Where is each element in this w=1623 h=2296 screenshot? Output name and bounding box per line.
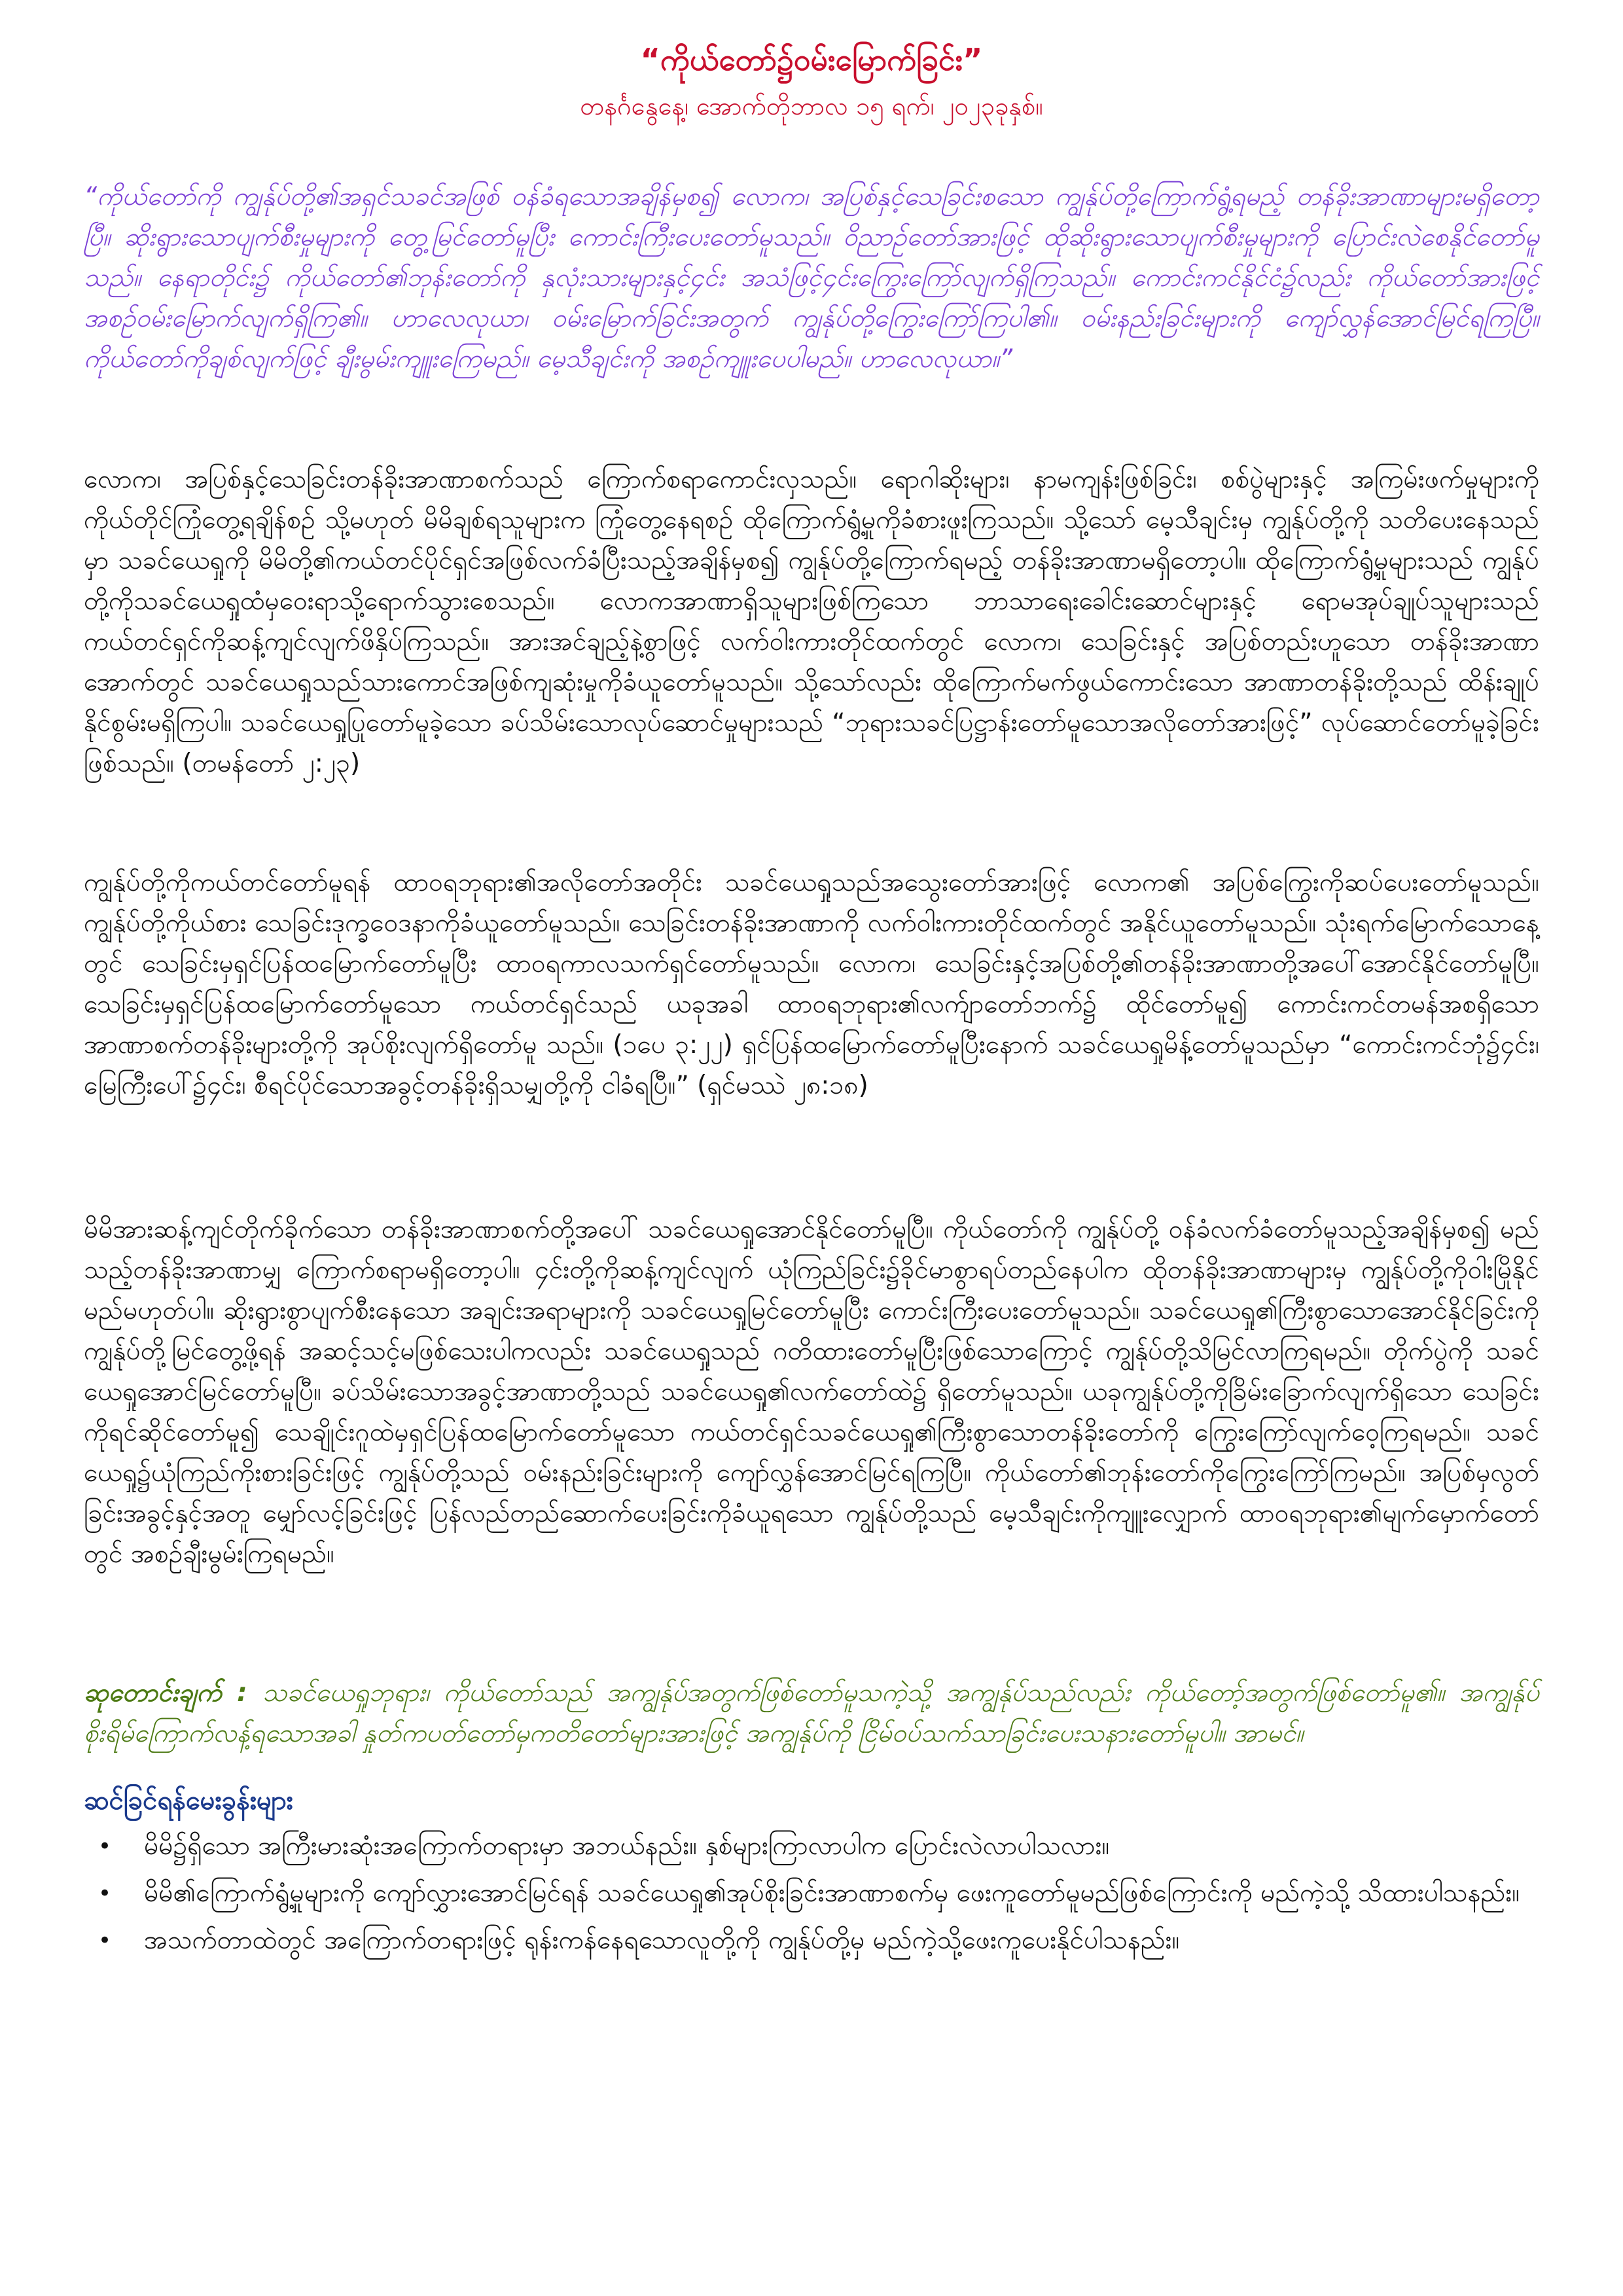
- summary-label: ဆုတောင်းချက်: [84, 1678, 222, 1708]
- questions-list: [84, 1826, 1539, 1967]
- question-item-1: [84, 1826, 1539, 1867]
- summary-text: သခင်ယေရှုဘုရား၊ ကိုယ်တော်သည် အကျွန်ုပ်အတွက်ဖြစ်တော်မူသကဲ့သို့ အကျွန်ုပ်သည်လည်း ကိုယ်တော့်အတွက်ဖြစ်တော်မူ၏။ အကျွန်ုပ်စိုးရိမ်ကြောက်လန့်ရသောအခါ နှုတ်ကပတ်တော်မှကတိတော်များအားဖြင့် အကျွန်ုပ်ကို ငြိမ်ဝပ်သက်သာခြင်းပေးသနားတော်မူပါ။ အာမင်။: [84, 1678, 1539, 1748]
- body-paragraph-2: ကျွန်ုပ်တို့ကိုကယ်တင်တော်မူရန် ထာဝရဘုရား၏အလိုတော်အတိုင်း သခင်ယေရှုသည်အသွေးတော်အားဖြင့် လောက၏ အပြစ်ကြွေးကိုဆပ်ပေးတော်မူသည်။ ကျွန်ုပ်တို့ကိုယ်စား သေခြင်းဒုက္ခဝေဒနာကိုခံယူတော်မူသည်။ သေခြင်းတန်ခိုးအာဏာကို လက်ဝါးကားတိုင်ထက်တွင် အနိုင်ယူတော်မူသည်။ သုံးရက်မြောက်သောနေ့တွင် သေခြင်းမှရှင်ပြန်ထမြောက်တော်မူပြီး ထာဝရကာလသက်ရှင်တော်မူသည်။ လောက၊ သေခြင်းနှင့်အပြစ်တို့၏တန်ခိုးအာဏာတို့အပေါ်အောင်နိုင်တော်မူပြီ။ သေခြင်းမှရှင်ပြန်ထမြောက်တော်မူသော ကယ်တင်ရှင်သည် ယခုအခါ ထာဝရဘုရား၏လက်ျာတော်ဘက်၌ ထိုင်တော်မူ၍ ကောင်းကင်တမန်အစရှိသော အာဏာစက်တန်ခိုးများတို့ကို အုပ်စိုးလျက်ရှိတော်မူ သည်။ (၁ပေ ၃:၂၂) ရှင်ပြန်ထမြောက်တော်မူပြီးနောက် သခင်ယေရှုမိန့်တော်မူသည်မှာ “ကောင်းကင်ဘုံ၌၄င်း၊ မြေကြီးပေါ်၌၄င်း၊ စီရင်ပိုင်သောအခွင့်တန်ခိုးရှိသမျှတို့ကို ငါခံရပြီ။” (ရှင်မဿဲ ၂၈:၁၈): [84, 868, 1539, 1100]
- summary-prayer: [84, 1673, 1539, 1754]
- question-text: အသက်တာထဲတွင် အကြောက်တရားဖြင့် ရုန်းကန်နေရသောလူတို့ကို ကျွန်ုပ်တို့မှ မည်ကဲ့သို့ဖေးကူပေးနိုင်ပါသနည်း။: [144, 1926, 1180, 1955]
- question-item-2: [84, 1873, 1539, 1914]
- page-date: တနင်္ဂနွေနေ့၊ အောက်တိုဘာလ ၁၅ ရက်၊ ၂၀၂၃ခုနှစ်။: [580, 92, 1043, 120]
- body-paragraph-1: လောက၊ အပြစ်နှင့်သေခြင်းတန်ခိုးအာဏာစက်သည် ကြောက်စရာကောင်းလှသည်။ ရောဂါဆိုးများ၊ နာမကျန်းဖြစ်ခြင်း၊ စစ်ပွဲများနှင့် အကြမ်းဖက်မှုများကို ကိုယ်တိုင်ကြုံတွေ့ရချိန်စဉ် သို့မဟုတ် မိမိချစ်ရသူများက ကြုံတွေ့နေရစဉ် ထိုကြောက်ရွံ့မှုကိုခံစားဖူးကြသည်။ သို့သော် မေ့သီချင်းမှ ကျွန်ုပ်တို့ကို သတိပေးနေသည်မှာ သခင်ယေရှုကို မိမိတို့၏ကယ်တင်ပိုင်ရှင်အဖြစ်လက်ခံပြီးသည့်အချိန်မှစ၍ ကျွန်ုပ်တို့ကြောက်ရမည့် တန်ခိုးအာဏာမရှိတော့ပါ။ ထိုကြောက်ရွံ့မှုများသည် ကျွန်ုပ်တို့ကိုသခင်ယေရှုထံမှဝေးရာသို့ရောက်သွားစေသည်။ လောကအာဏာရှိသူများဖြစ်ကြသော ဘာသာရေးခေါင်းဆောင်များနှင့် ရောမအုပ်ချုပ်သူများသည် ကယ်တင်ရှင်ကိုဆန့်ကျင်လျက်ဖိနှိပ်ကြသည်။ အားအင်ချည့်နဲ့စွာဖြင့် လက်ဝါးကားတိုင်ထက်တွင် လောက၊ သေခြင်းနှင့် အပြစ်တည်းဟူသော တန်ခိုးအာဏာအောက်တွင် သခင်ယေရှုသည်သားကောင်အဖြစ်ကျဆုံးမှုကိုခံယူတော်မူသည်။ သို့သော်လည်း ထိုကြောက်မက်ဖွယ်ကောင်းသော အာဏာတန်ခိုးတို့သည် ထိန်းချုပ်နိုင်စွမ်းမရှိကြပါ။ သခင်ယေရှုပြုတော်မူခဲ့သော ခပ်သိမ်းသောလုပ်ဆောင်မှုများသည် “ဘုရားသခင်ပြဋ္ဌာန်းတော်မူသောအလိုတော်အားဖြင့်” လုပ်ဆောင်တော်မူခဲ့ခြင်းဖြစ်သည်။ (တမန်တော် ၂:၂၃): [84, 465, 1539, 778]
- question-text: မိမိ၏ကြောက်ရွံ့မှုများကို ကျော်လွှားအောင်မြင်ရန် သခင်ယေရှု၏အုပ်စိုးခြင်းအာဏာစက်မှ ဖေးကူတော်မူမည်ဖြစ်ကြောင်းကို မည်ကဲ့သို့ သိထားပါသနည်း။: [144, 1878, 1520, 1908]
- question-text: မိမိ၌ရှိသော အကြီးမားဆုံးအကြောက်တရားမှာ အဘယ်နည်း။ နှစ်များကြာလာပါက ပြောင်းလဲလာပါသလား။: [144, 1831, 1110, 1861]
- bullet-icon: •: [98, 1880, 112, 1907]
- bullet-icon: •: [98, 1833, 112, 1859]
- questions-heading: ဆင်ခြင်ရန်မေးခွန်းများ: [84, 1785, 293, 1816]
- summary-colon: :: [221, 1678, 262, 1708]
- bullet-icon: •: [98, 1928, 112, 1954]
- question-item-3: [84, 1920, 1539, 1961]
- intro-prayer: “ကိုယ်တော်ကို ကျွန်ုပ်တို့၏အရှင်သခင်အဖြစ် ဝန်ခံရသောအချိန်မှစ၍ လောက၊ အပြစ်နှင့်သေခြင်းစသော ကျွန်ုပ်တို့ကြောက်ရွံ့ရမည့် တန်ခိုးအာဏာများမရှိတော့ပြီ။ ဆိုးရွားသောပျက်စီးမှုများကို တွေ့မြင်တော်မူပြီး ကောင်းကြီးပေးတော်မူသည်။ ဝိညာဉ်တော်အားဖြင့် ထိုဆိုးရွားသောပျက်စီးမှုများကို ပြောင်းလဲစေနိုင်တော်မူသည်။ နေရာတိုင်း၌ ကိုယ်တော်၏ဘုန်းတော်ကို နှလုံးသားများနှင့်၄င်း အသံဖြင့်၄င်းကြွေးကြော်လျက်ရှိကြသည်။ ကောင်းကင်နိုင်ငံ၌လည်း ကိုယ်တော်အားဖြင့် အစဉ်ဝမ်းမြောက်လျက်ရှိကြ၏။ ဟာလေလုယာ၊ ဝမ်းမြောက်ခြင်းအတွက် ကျွန်ုပ်တို့ကြွေးကြော်ကြပါ၏။ ဝမ်းနည်းခြင်းများကို ကျော်လွှန်အောင်မြင်ရကြပြီ။ ကိုယ်တော်ကိုချစ်လျက်ဖြင့် ချီးမွမ်းကျူးကြေမည်။ မေ့သီချင်းကို အစဉ်ကျူးပေပါမည်။ ဟာလေလုယာ။”: [84, 182, 1539, 374]
- body-paragraph-3: မိမိအားဆန့်ကျင်တိုက်ခိုက်သော တန်ခိုးအာဏာစက်တို့အပေါ် သခင်ယေရှုအောင်နိုင်တော်မူပြီ။ ကိုယ်တော်ကို ကျွန်ုပ်တို့ ဝန်ခံလက်ခံတော်မူသည့်အချိန်မှစ၍ မည်သည့်တန်ခိုးအာဏာမျှ ကြောက်စရာမရှိတော့ပါ။ ၄င်းတို့ကိုဆန့်ကျင်လျက် ယုံကြည်ခြင်း၌ခိုင်မာစွာရပ်တည်နေပါက ထိုတန်ခိုးအာဏာများမှ ကျွန်ုပ်တို့ကိုဝါးမြိုနိုင်မည်မဟုတ်ပါ။ ဆိုးရွားစွာပျက်စီးနေသော အချင်းအရာများကို သခင်ယေရှုမြင်တော်မူပြီး ကောင်းကြီးပေးတော်မူသည်။ သခင်ယေရှု၏ကြီးစွာသောအောင်နိုင်ခြင်းကို ကျွန်ုပ်တို့မြင်တွေ့ဖို့ရန် အဆင့်သင့်မဖြစ်သေးပါကလည်း သခင်ယေရှုသည် ဂတိထားတော်မူပြီးဖြစ်သောကြောင့် ကျွန်ုပ်တို့သိမြင်လာကြရမည်။ တိုက်ပွဲကို သခင်ယေရှုအောင်မြင်တော်မူပြီ။ ခပ်သိမ်းသောအခွင့်အာဏာတို့သည် သခင်ယေရှု၏လက်တော်ထဲ၌ ရှိတော်မူသည်။ ယခုကျွန်ုပ်တို့ကိုခြိမ်းခြောက်လျက်ရှိသော သေခြင်းကိုရင်ဆိုင်တော်မူ၍ သေချိုင်းဂူထဲမှရှင်ပြန်ထမြောက်တော်မူသော ကယ်တင်ရှင်သခင်ယေရှု၏ကြီးစွာသောတန်ခိုးတော်ကို ကြွေးကြော်လျက်ဝေ့ကြရမည်။ သခင်ယေရှု၌ယုံကြည်ကိုးစားခြင်းဖြင့် ကျွန်ုပ်တို့သည် ဝမ်းနည်းခြင်းများကို ကျော်လွှန်အောင်မြင်ရကြပြီ။ ကိုယ်တော်၏ဘုန်းတော်ကိုကြွေးကြော်ကြမည်။ အပြစ်မှလွတ်ခြင်းအခွင့်နှင့်အတူ မျှော်လင့်ခြင်းဖြင့် ပြန်လည်တည်ဆောက်ပေးခြင်းကိုခံယူရသော ကျွန်ုပ်တို့သည် မေ့သီချင်းကိုကျူးလျှောက် ထာဝရဘုရား၏မျက်မှောက်တော်တွင် အစဉ်ချီးမွမ်းကြရမည်။: [84, 1215, 1539, 1569]
- page-title: “ကိုယ်တော်၌ဝမ်းမြောက်ခြင်း”: [640, 42, 983, 77]
